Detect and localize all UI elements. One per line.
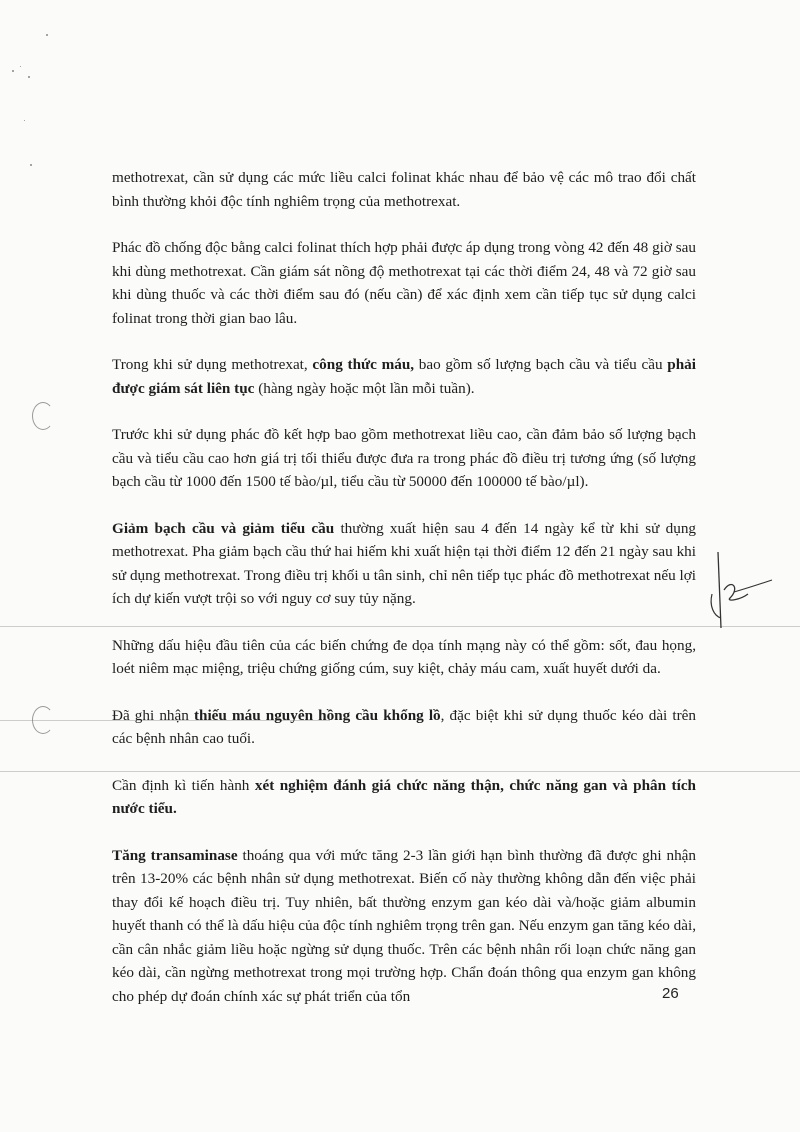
paragraph <box>112 236 696 330</box>
scan-speck <box>20 66 21 67</box>
paragraph <box>112 353 696 400</box>
bold-text: Giảm bạch cầu và giảm tiểu cầu <box>112 519 335 537</box>
paragraph <box>112 704 696 751</box>
text-run: Đã ghi nhận <box>112 706 194 724</box>
text-run: Những dấu hiệu đầu tiên của các biến chứng đe dọa tính mạng này có thể gồm: sốt, đau họng, loét niêm mạc miệng, triệu chứng giống cúm, suy kiệt, chảy máu cam, xuất huyết dưới da. <box>112 636 696 677</box>
paragraph <box>112 844 696 1009</box>
paragraph <box>112 166 696 213</box>
punch-hole-mark <box>32 402 54 430</box>
text-run: (hàng ngày hoặc một lần mỗi tuần). <box>254 379 475 397</box>
bold-text: Tăng transaminase <box>112 846 238 864</box>
paragraph <box>112 517 696 611</box>
body-text <box>112 166 696 1031</box>
scan-speck <box>12 70 14 72</box>
text-run: Trong khi sử dụng methotrexat, <box>112 356 313 373</box>
text-run: thoáng qua với mức tăng 2-3 lần giới hạn bình thường đã được ghi nhận trên 13-20% các bệnh nhân sử dụng methotrexat. Biến cố này thường không dẫn đến việc phải thay đổi kế hoạch điều trị. Tuy nhiên, bất thường enzym gan kéo dài và/hoặc giảm albumin huyết thanh có thể là dấu hiệu của độc tính nghiêm trọng trên gan. Nếu enzym gan tăng kéo dài, cần cân nhắc giảm liều hoặc ngừng sử dụng thuốc. Trên các bệnh nhân rối loạn chức năng gan kéo dài, cần ngừng methotrexat trong mọi trường hợp. Chẩn đoán thông qua enzym gan không cho phép dự đoán chính xác sự phát triển của tổn <box>112 846 697 1005</box>
text-run: , đặc biệt khi sử dụng thuốc kéo dài trên các bệnh nhân cao tuổi. <box>112 706 696 747</box>
bold-text: công thức máu, <box>312 356 415 373</box>
paragraph <box>112 774 696 821</box>
scan-speck <box>28 76 30 78</box>
paragraph <box>112 634 696 681</box>
scan-speck <box>46 34 48 36</box>
paragraph <box>112 423 696 494</box>
handwritten-signature <box>706 548 776 632</box>
bold-text: phải được giám sát liên tục <box>112 356 696 397</box>
text-run: Cần định kì tiến hành <box>112 776 255 794</box>
bold-text: thiếu máu nguyên hồng cầu khổng lồ <box>193 706 441 724</box>
scan-speck <box>24 120 25 121</box>
scan-speck <box>30 164 32 166</box>
text-run: methotrexat, cần sử dụng các mức liều calci folinat khác nhau để bảo vệ các mô trao đổi chất bình thường khỏi độc tính nghiêm trọng của methotrexat. <box>112 169 696 210</box>
page-number: 26 <box>662 985 679 1002</box>
text-run: Phác đồ chống độc bằng calci folinat thích hợp phải được áp dụng trong vòng 42 đến 48 giờ sau khi dùng methotrexat. Cần giám sát nồng độ methotrexat tại các thời điểm 24, 48 và 72 giờ sau khi dùng thuốc và các thời điểm sau đó (nếu cần) để xác định xem cần tiếp tục sử dụng calci folinat trong thời gian bao lâu. <box>112 239 696 327</box>
text-run: bao gồm số lượng bạch cầu và tiểu cầu <box>414 356 668 373</box>
text-run: Trước khi sử dụng phác đồ kết hợp bao gồm methotrexat liều cao, cần đảm bảo số lượng bạch cầu và tiểu cầu cao hơn giá trị tối thiểu được đưa ra trong phác đồ điều trị tương ứng (số lượng bạch cầu từ 1000 đến 1500 tế bào/µl, tiểu cầu từ 50000 đến 100000 tế bào/µl). <box>112 426 696 490</box>
text-run: thường xuất hiện sau 4 đến 14 ngày kể từ khi sử dụng methotrexat. Pha giảm bạch cầu thứ hai hiếm khi xuất hiện tại thời điểm 12 đến 21 ngày sau khi sử dụng methotrexat. Trong điều trị khối u tân sinh, chỉ nên tiếp tục phác đồ methotrexat nếu lợi ích dự kiến vượt trội so với nguy cơ suy tủy nặng. <box>112 519 697 607</box>
bold-text: xét nghiệm đánh giá chức năng thận, chức năng gan và phân tích nước tiểu. <box>112 776 697 817</box>
